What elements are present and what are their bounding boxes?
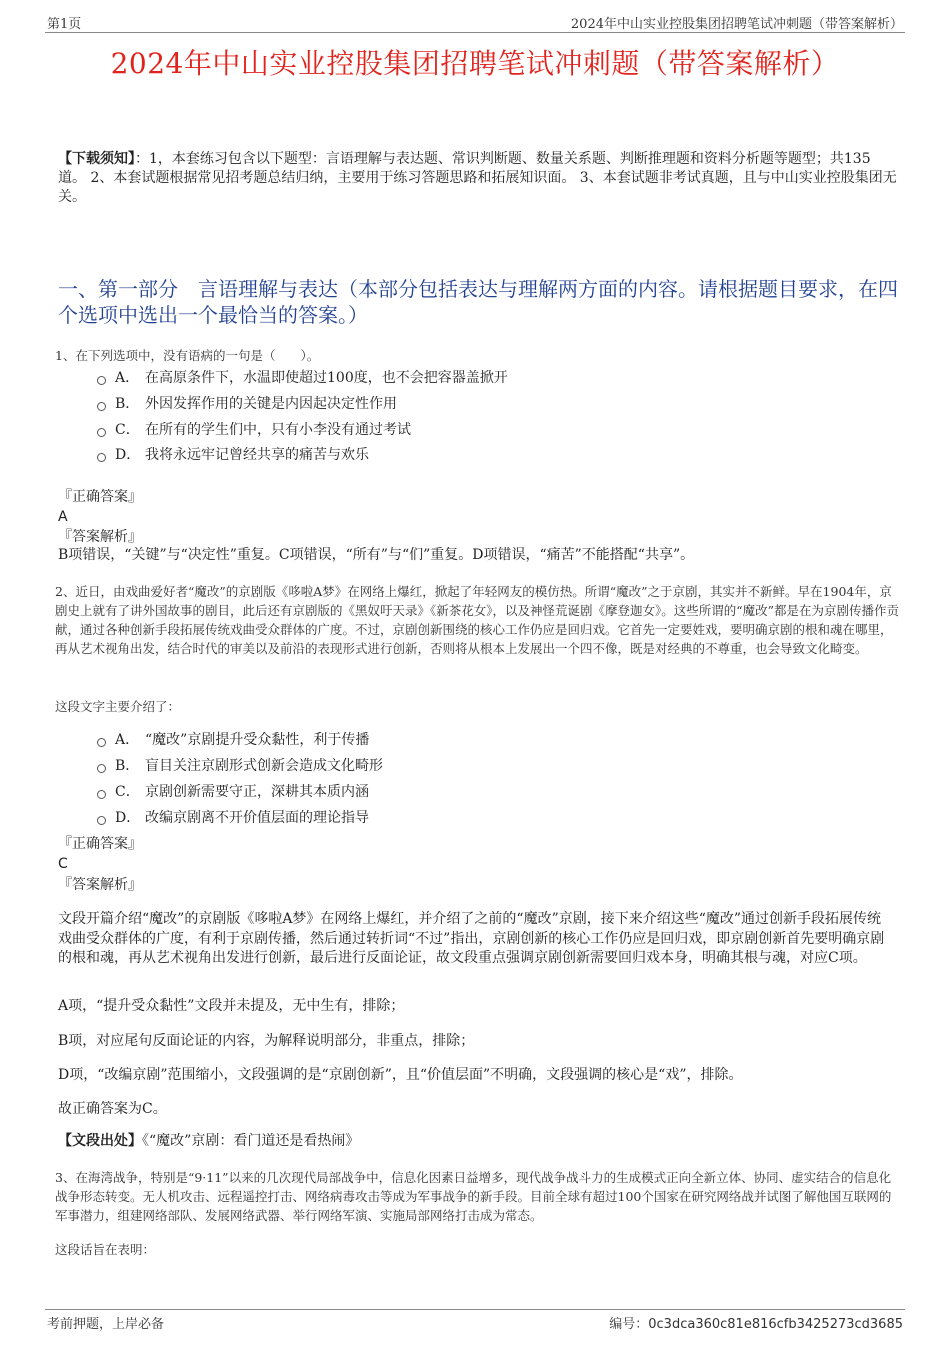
question-1-stem: 1、在下列选项中，没有语病的一句是（ ）。	[55, 348, 320, 363]
question-3-prompt: 这段话旨在表明：	[55, 1242, 156, 1257]
option-letter: A．	[115, 732, 140, 748]
source-label: 【文段出处】	[58, 1133, 142, 1149]
q1-answer: A	[58, 509, 68, 525]
option-text: 在高原条件下，水温即使超过100度，也不会把容器盖掀开	[145, 370, 508, 386]
header-divider	[45, 32, 905, 33]
code-label: 编号：	[609, 1317, 649, 1332]
radio-icon[interactable]	[97, 790, 106, 799]
q2-option-b[interactable]	[97, 756, 383, 776]
q2-analysis-label: 『答案解析』	[58, 877, 142, 893]
code-value: 0c3dca360c81e816cfb3425273cd3685	[648, 1317, 903, 1332]
question-3-stem: 3、在海湾战争，特别是“9·11”以来的几次现代局部战争中，信息化因素日益增多，现代战争战斗力的生成模式正向全新立体、协同、虚实结合的信息化战争形态转变。无人机攻击、远程遥控打击、网络病毒攻击等成为军事战争的新手段。目前全球有超过100个国家在研究网络战并试图了解他国互联网的军事潜力，组建网络部队、发展网络武器、举行网络军演、实施局部网络打击成为常态。	[55, 1170, 892, 1223]
radio-icon[interactable]	[97, 816, 106, 825]
section-heading: 一、第一部分 言语理解与表达（本部分包括表达与理解两方面的内容。请根据题目要求，在四个选项中选出一个最恰当的答案。）	[58, 277, 898, 327]
radio-icon[interactable]	[97, 453, 106, 462]
q2-analysis-conclusion: 故正确答案为C。	[58, 1101, 167, 1117]
option-letter: C．	[115, 784, 140, 800]
q1-option-d[interactable]	[97, 445, 369, 465]
q2-option-c[interactable]	[97, 782, 369, 802]
q2-answer-label: 『正确答案』	[58, 836, 142, 852]
option-text: 京剧创新需要守正，深耕其本质内涵	[145, 784, 369, 800]
option-text: 改编京剧离不开价值层面的理论指导	[145, 810, 369, 826]
footer-slogan: 考前押题，上岸必备	[47, 1317, 165, 1332]
radio-icon[interactable]	[97, 376, 106, 385]
q2-answer: C	[58, 856, 68, 872]
document-code	[609, 1313, 903, 1332]
option-text: 我将永远牢记曾经共享的痛苦与欢乐	[145, 447, 369, 463]
option-text: “魔改”京剧提升受众黏性，利于传播	[145, 732, 370, 748]
page-number: 第1页	[47, 17, 82, 32]
q2-source	[58, 1132, 888, 1152]
footer-divider	[45, 1309, 905, 1310]
source-title: 《“魔改”京剧：看门道还是看热闹》	[142, 1133, 360, 1149]
option-letter: C．	[115, 422, 140, 438]
document-title: 2024年中山实业控股集团招聘笔试冲刺题（带答案解析）	[110, 47, 840, 80]
q2-option-d[interactable]	[97, 808, 369, 828]
q2-analysis-option-b: B项，对应尾句反面论证的内容，为解释说明部分，非重点，排除；	[58, 1033, 475, 1049]
option-letter: B．	[115, 396, 140, 412]
option-text: 盲目关注京剧形式创新会造成文化畸形	[145, 758, 383, 774]
radio-icon[interactable]	[97, 428, 106, 437]
q1-option-a[interactable]	[97, 368, 508, 388]
q1-option-b[interactable]	[97, 394, 397, 414]
radio-icon[interactable]	[97, 402, 106, 411]
q1-answer-label: 『正确答案』	[58, 489, 142, 505]
option-text: 在所有的学生们中，只有小李没有通过考试	[145, 422, 411, 438]
option-letter: B．	[115, 758, 140, 774]
download-notice	[58, 150, 898, 207]
option-letter: A．	[115, 370, 140, 386]
q1-analysis-label: 『答案解析』	[58, 529, 142, 545]
question-2-prompt: 这段文字主要介绍了：	[55, 699, 181, 714]
q1-option-c[interactable]	[97, 420, 411, 440]
option-letter: D．	[115, 810, 141, 826]
q2-option-a[interactable]	[97, 730, 369, 750]
notice-label: 【下载须知】	[58, 151, 135, 167]
notice-text: ：1，本套练习包含以下题型：言语理解与表达题、常识判断题、数量关系题、判断推理题和资料分析题等题型；共135道。 2、本套试题根据常见招考题总结归纳，主要用于练习答题思路和拓展知识面。 3、本套试题非考试真题，且与中山实业控股集团无关。	[58, 151, 897, 205]
q2-analysis-option-a: A项，“提升受众黏性”文段并未提及，无中生有，排除；	[58, 998, 405, 1014]
q2-analysis-option-d: D项，“改编京剧”范围缩小，文段强调的是“京剧创新”，且“价值层面”不明确，文段强调的核心是“戏”，排除。	[58, 1067, 743, 1083]
q2-analysis-paragraph: 文段开篇介绍“魔改”的京剧版《哆啦A梦》在网络上爆红，并介绍了之前的“魔改”京剧，接下来介绍这些“魔改”通过创新手段拓展传统戏曲受众群体的广度，有利于京剧传播，然后通过转折词“不过”指出，京剧创新的核心工作仍应是回归戏，即京剧创新首先要明确京剧的根和魂，再从艺术视角出发进行创新，最后进行反面论证，故文段重点强调京剧创新需要回归戏本身，明确其根与魂，对应C项。	[58, 911, 885, 966]
radio-icon[interactable]	[97, 738, 106, 747]
radio-icon[interactable]	[97, 764, 106, 773]
question-2-stem: 2、近日，由戏曲爱好者“魔改”的京剧版《哆啦A梦》在网络上爆红，掀起了年轻网友的模仿热。所谓“魔改”之于京剧，其实并不新鲜。早在1904年，京剧史上就有了讲外国故事的剧目，此后还有京剧版的《黑奴吁天录》《新茶花女》，以及神怪荒诞剧《摩登迦女》。这些所谓的“魔改”都是在为京剧传播作贡献，通过各种创新手段拓展传统戏曲受众群体的广度。不过，京剧创新围绕的核心工作仍应是回归戏。它首先一定要姓戏，要明确京剧的根和魂在哪里，再从艺术视角出发，结合时代的审美以及前沿的表现形式进行创新，否则将从根本上发展出一个四不像，既是对经典的不尊重，也会导致文化畸变。	[55, 584, 900, 656]
option-text: 外因发挥作用的关键是内因起决定性作用	[145, 396, 397, 412]
q1-analysis: B项错误，“关键”与“决定性”重复。C项错误，“所有”与“们”重复。D项错误，“痛苦”不能搭配“共享”。	[58, 547, 695, 563]
running-header-title: 2024年中山实业控股集团招聘笔试冲刺题（带答案解析）	[570, 17, 903, 32]
option-letter: D．	[115, 447, 141, 463]
